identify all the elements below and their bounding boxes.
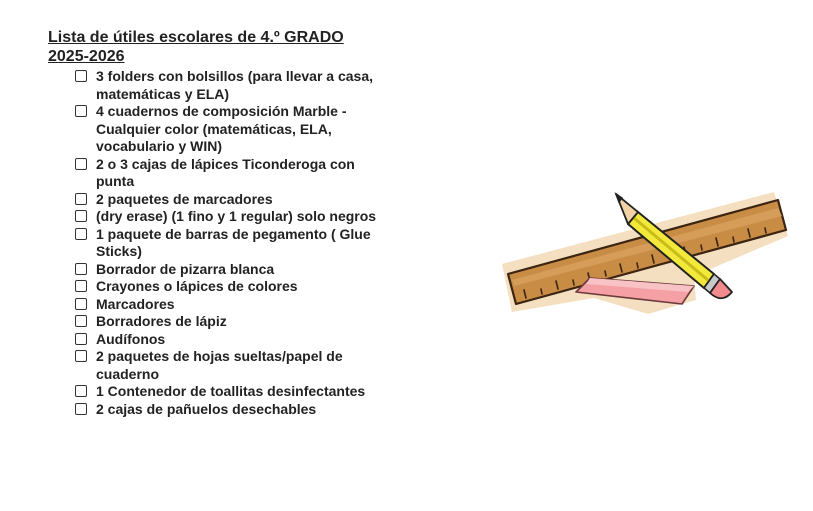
item-label: Audífonos (96, 330, 166, 347)
supply-list (74, 68, 394, 418)
item-label: Crayones o lápices de colores (96, 278, 298, 294)
list-item (74, 401, 394, 419)
checkbox[interactable] (75, 403, 87, 415)
checkbox[interactable] (75, 210, 87, 222)
item-label: (dry erase) (1 fino y 1 regular) solo negros (96, 208, 377, 224)
item-label: Borrador de pizarra blanca (96, 260, 275, 277)
checkbox[interactable] (75, 315, 87, 327)
checkbox[interactable] (75, 350, 87, 362)
school-supplies-illustration (498, 178, 790, 318)
item-label: 2 o 3 cajas de lápices Ticonderoga con punta (96, 155, 355, 189)
checkbox[interactable] (75, 298, 87, 310)
item-label: 1 Contenedor de toallitas desinfectantes (96, 383, 366, 399)
checkbox[interactable] (75, 105, 87, 117)
list-item (74, 278, 394, 296)
item-label: 2 paquetes de marcadores (96, 190, 273, 207)
item-label: 4 cuadernos de composición Marble - Cualquier color (matemáticas, ELA, vocabulario y WIN) (96, 103, 347, 154)
list-item (74, 226, 394, 261)
page-title: Lista de útiles escolares de 4.º GRADO 2025-2026 (48, 29, 344, 65)
list-item (74, 156, 394, 191)
item-label: Marcadores (96, 295, 175, 312)
list-item (74, 103, 394, 156)
list-item (74, 383, 394, 401)
checkbox[interactable] (75, 193, 87, 205)
list-item (74, 313, 394, 331)
checkbox[interactable] (75, 333, 87, 345)
list-item (74, 331, 394, 349)
item-label: 2 paquetes de hojas sueltas/papel de cuaderno (96, 348, 343, 382)
item-label: 2 cajas de pañuelos desechables (96, 400, 317, 417)
list-item (74, 261, 394, 279)
item-label: 3 folders con bolsillos (para llevar a casa, matemáticas y ELA) (96, 68, 374, 102)
list-item (74, 68, 394, 103)
list-item (74, 191, 394, 209)
list-item (74, 348, 394, 383)
item-label: 1 paquete de barras de pegamento ( Glue Sticks) (96, 225, 371, 259)
list-item (74, 296, 394, 314)
item-label: Borradores de lápiz (96, 313, 227, 329)
checkbox[interactable] (75, 280, 87, 292)
checkbox[interactable] (75, 158, 87, 170)
checkbox[interactable] (75, 263, 87, 275)
checkbox[interactable] (75, 228, 87, 240)
checkbox[interactable] (75, 70, 87, 82)
list-item (74, 208, 394, 226)
checkbox[interactable] (75, 385, 87, 397)
